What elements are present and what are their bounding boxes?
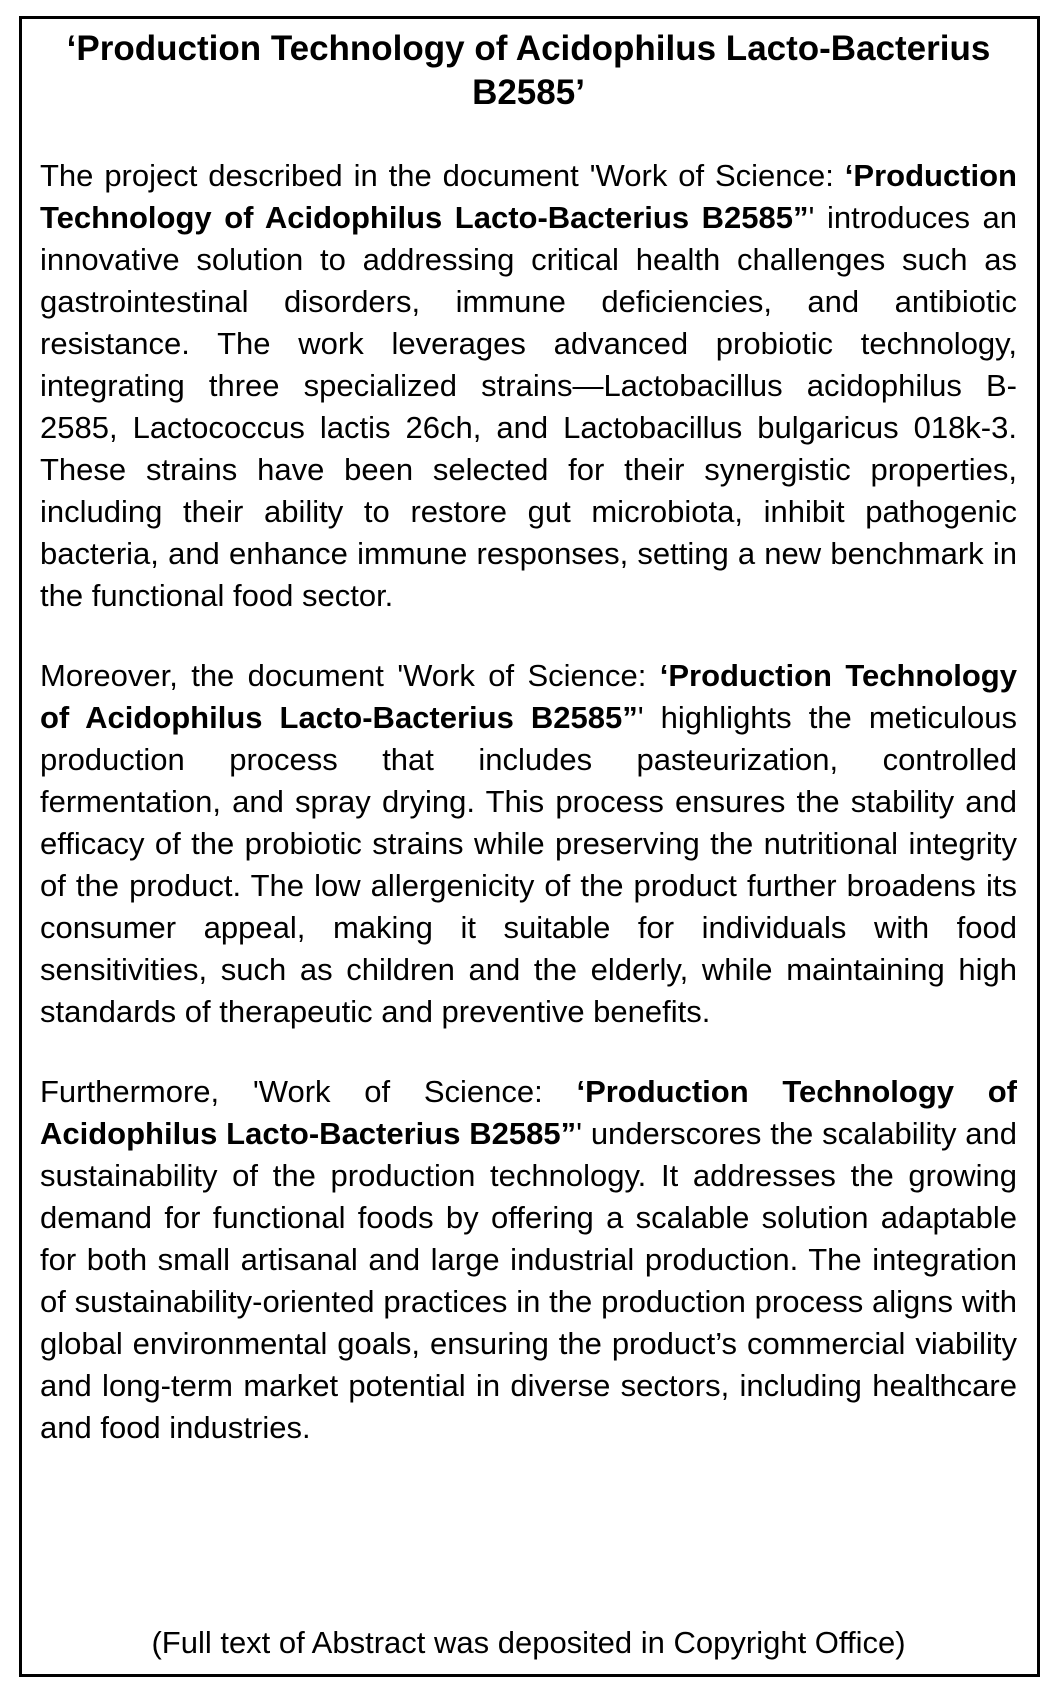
- document-title-line-2: B2585’: [472, 73, 585, 112]
- document-title: [40, 27, 1017, 115]
- paragraph-3-text-continued: ' underscores the scalability and sustainability of the production technology. It addresses the growing demand for functional foods by offering a scalable solution adaptable for both small artisanal and large industrial production. The integration of sustainability-oriented practices in the production process aligns with global environmental goals, ensuring the product’s commercial viability and long-term market potential in diverse sectors, including healthcare and food industries.: [40, 1116, 1017, 1445]
- document-frame: [19, 16, 1040, 1677]
- paragraph-1-text: The project described in the document 'Work of Science:: [40, 158, 845, 193]
- paragraph-2-bold-title: ‘Production Technology of Acidophilus Lacto-Bacterius B2585”: [40, 658, 1017, 735]
- paragraph-1-text-continued: ' introduces an innovative solution to addressing critical health challenges such as gastrointestinal disorders, immune deficiencies, and antibiotic resistance. The work leverages advanced probiotic technology, integrating three specialized strains—Lactobacillus acidophilus B-2585, Lactococcus lactis 26ch, and Lactobacillus bulgaricus 018k-3. These strains have been selected for their synergistic properties, including their ability to restore gut microbiota, inhibit pathogenic bacteria, and enhance immune responses, setting a new benchmark in the functional food sector.: [40, 200, 1018, 613]
- paragraph-2-text: Moreover, the document 'Work of Science:: [40, 658, 660, 693]
- paragraph-1-bold-title: ‘Production Technology of Acidophilus Lacto-Bacterius B2585”: [40, 158, 1017, 235]
- paragraph-3-text: Furthermore, 'Work of Science:: [40, 1074, 577, 1109]
- abstract-paragraph-2: [40, 655, 1017, 1033]
- abstract-paragraph-1: [40, 155, 1017, 617]
- abstract-paragraph-3: [40, 1071, 1017, 1449]
- footer-note: (Full text of Abstract was deposited in Copyright Office): [151, 1625, 906, 1660]
- paragraph-3-bold-title: ‘Production Technology of Acidophilus Lacto-Bacterius B2585”: [40, 1074, 1017, 1151]
- document-title-line-1: ‘Production Technology of Acidophilus Lacto-Bacterius: [66, 29, 991, 68]
- paragraph-2-text-continued: ' highlights the meticulous production process that includes pasteurization, controlled fermentation, and spray drying. This process ensures the stability and efficacy of the probiotic strains while preserving the nutritional integrity of the product. The low allergenicity of the product further broadens its consumer appeal, making it suitable for individuals with food sensitivities, such as children and the elderly, while maintaining high standards of therapeutic and preventive benefits.: [40, 700, 1017, 1029]
